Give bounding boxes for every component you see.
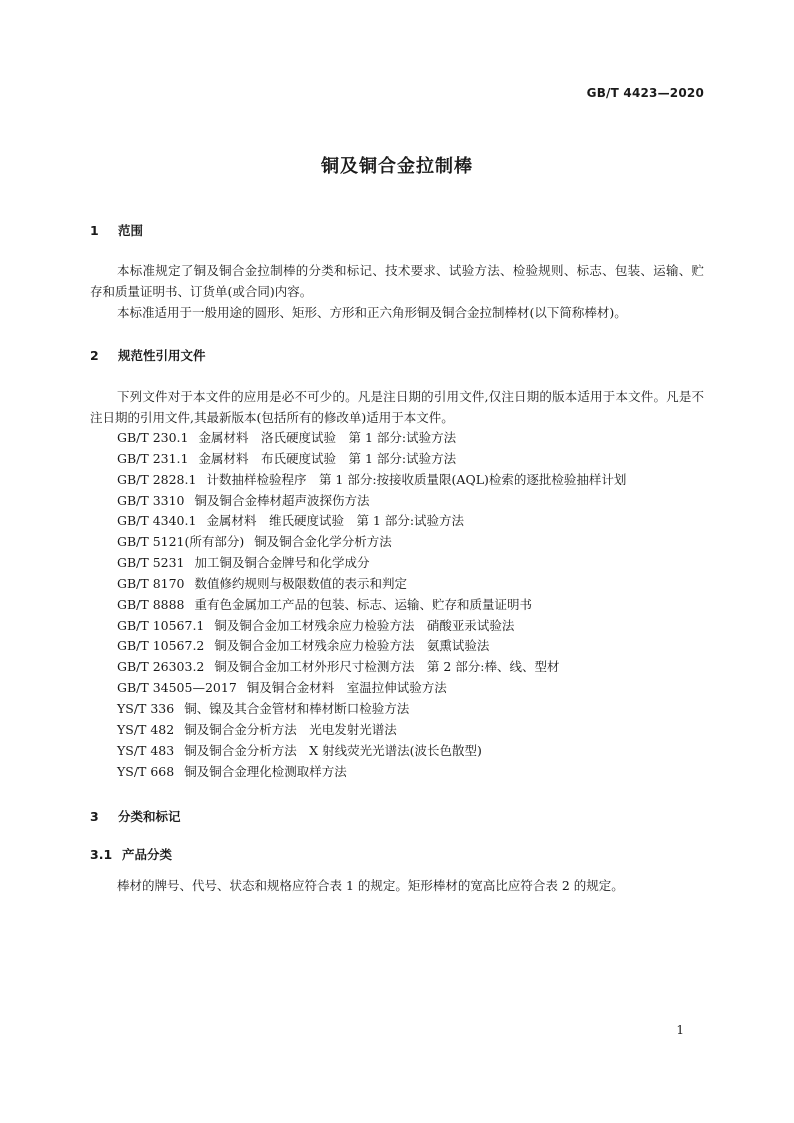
reference-title: 铜及铜合金理化检测取样方法 — [184, 763, 347, 779]
reference-item — [117, 491, 626, 512]
reference-code: YS/T 336 — [117, 700, 175, 716]
document-title: 铜及铜合金拉制棒 — [321, 156, 473, 177]
reference-code: GB/T 26303.2 — [117, 659, 205, 675]
section-2-heading — [90, 346, 206, 364]
section-number: 3 — [90, 809, 99, 824]
reference-title: 铜及铜合金加工材残余应力检验方法 硝酸亚汞试验法 — [214, 617, 515, 633]
reference-title: 铜及铜合金材料 室温拉伸试验方法 — [246, 680, 447, 696]
subsection-3-1-paragraph-1: 棒材的牌号、代号、状态和规格应符合表 1 的规定。矩形棒材的宽高比应符合表 2 的规定。 — [117, 878, 624, 893]
reference-code: GB/T 10567.1 — [117, 617, 205, 633]
reference-title: 铜及铜合金加工材残余应力检验方法 氨熏试验法 — [214, 638, 490, 654]
reference-code: GB/T 5121(所有部分) — [117, 534, 245, 550]
standard-code-header: GB/T 4423—2020 — [586, 86, 704, 100]
section-title: 范围 — [118, 223, 144, 238]
reference-item — [117, 762, 626, 783]
page-number: 1 — [676, 1023, 684, 1037]
reference-title: 重有色金属加工产品的包装、标志、运输、贮存和质量证明书 — [194, 596, 533, 612]
normative-references-list — [117, 428, 626, 782]
subsection-3-1-heading — [90, 845, 172, 863]
reference-item — [117, 699, 626, 720]
reference-code: GB/T 8888 — [117, 596, 185, 612]
reference-code: YS/T 483 — [117, 742, 175, 758]
section-2-paragraph-1: 下列文件对于本文件的应用是必不可少的。凡是注日期的引用文件,仅注日期的版本适用于本文件。凡是不注日期的引用文件,其最新版本(包括所有的修改单)适用于本文件。 — [90, 389, 704, 425]
reference-item — [117, 449, 626, 470]
reference-item — [117, 511, 626, 532]
reference-title: 金属材料 维氏硬度试验 第 1 部分:试验方法 — [206, 513, 465, 529]
reference-code: GB/T 231.1 — [117, 450, 189, 466]
reference-code: YS/T 482 — [117, 721, 175, 737]
reference-code: GB/T 34505—2017 — [117, 680, 237, 696]
reference-code: GB/T 4340.1 — [117, 513, 197, 529]
reference-title: 铜及铜合金分析方法 X 射线荧光光谱法(波长色散型) — [184, 742, 482, 758]
reference-code: GB/T 10567.2 — [117, 638, 205, 654]
section-number: 2 — [90, 348, 99, 363]
reference-code: GB/T 2828.1 — [117, 471, 197, 487]
reference-title: 铜及铜合金化学分析方法 — [254, 534, 392, 550]
reference-item — [117, 636, 626, 657]
reference-code: YS/T 668 — [117, 763, 175, 779]
reference-title: 铜、镍及其合金管材和棒材断口检验方法 — [184, 700, 410, 716]
section-1-paragraph-2: 本标准适用于一般用途的圆形、矩形、方形和正六角形铜及铜合金拉制棒材(以下简称棒材)。 — [117, 305, 627, 320]
subsection-number: 3.1 — [90, 847, 113, 862]
reference-item — [117, 532, 626, 553]
section-title: 规范性引用文件 — [118, 348, 206, 363]
reference-item — [117, 428, 626, 449]
reference-code: GB/T 8170 — [117, 575, 185, 591]
reference-item — [117, 574, 626, 595]
reference-title: 金属材料 布氏硬度试验 第 1 部分:试验方法 — [198, 450, 457, 466]
reference-code: GB/T 230.1 — [117, 430, 189, 445]
section-title: 分类和标记 — [118, 809, 181, 824]
reference-title: 铜及铜合金加工材外形尺寸检测方法 第 2 部分:棒、线、型材 — [214, 659, 560, 675]
reference-title: 铜及铜合金棒材超声波探伤方法 — [194, 492, 370, 508]
reference-title: 铜及铜合金分析方法 光电发射光谱法 — [184, 721, 397, 737]
reference-item — [117, 657, 626, 678]
reference-item — [117, 470, 626, 491]
reference-item — [117, 741, 626, 762]
reference-item — [117, 616, 626, 637]
section-1-paragraph-1: 本标准规定了铜及铜合金拉制棒的分类和标记、技术要求、试验方法、检验规则、标志、包装、运输、贮存和质量证明书、订货单(或合同)内容。 — [90, 263, 704, 299]
reference-item — [117, 720, 626, 741]
reference-code: GB/T 5231 — [117, 555, 185, 571]
reference-item — [117, 553, 626, 574]
section-number: 1 — [90, 223, 99, 238]
reference-item — [117, 678, 626, 699]
reference-item — [117, 595, 626, 616]
section-3-heading — [90, 807, 181, 825]
subsection-title: 产品分类 — [122, 847, 173, 862]
reference-code: GB/T 3310 — [117, 492, 185, 508]
reference-title: 计数抽样检验程序 第 1 部分:按接收质量限(AQL)检索的逐批检验抽样计划 — [206, 471, 627, 487]
reference-title: 金属材料 洛氏硬度试验 第 1 部分:试验方法 — [198, 430, 457, 445]
section-1-heading — [90, 221, 143, 239]
reference-title: 数值修约规则与极限数值的表示和判定 — [194, 575, 408, 591]
reference-title: 加工铜及铜合金牌号和化学成分 — [194, 555, 370, 571]
